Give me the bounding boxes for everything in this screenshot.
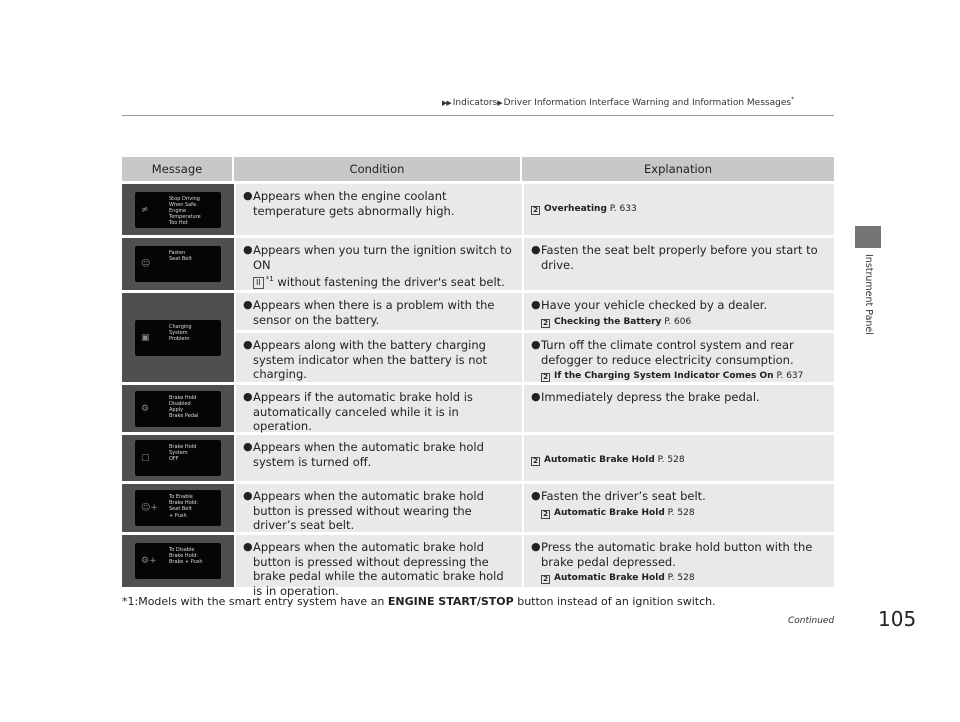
table-row xyxy=(122,184,834,235)
table-header xyxy=(122,157,834,181)
condition-cell: ● Appears if the automatic brake hold is automatically canceled while it is in operation. xyxy=(236,385,522,432)
condition-cell: ● Appears when you turn the ignition switch to ON II $^{*1}$ without fastening the driver's seat belt. xyxy=(236,238,522,290)
bullet-icon: ● xyxy=(243,243,253,256)
messages-table xyxy=(122,157,834,598)
continued-label: Continued xyxy=(788,616,835,626)
display-screen: ▢ Brake Hold System OFF xyxy=(135,440,221,476)
bullet-icon: ● xyxy=(243,390,253,403)
display-screen: ⚙+ To Disable Brake Hold: Brake + Push xyxy=(135,543,221,579)
display-screen: ▣ Charging System Problem xyxy=(135,320,221,356)
explanation-cell: ● Fasten the driver’s seat belt. 2 Automatic Brake Hold P. 528 xyxy=(524,484,834,532)
display-screen: ☺ Fasten Seat Belt xyxy=(135,246,221,282)
explanation-cell xyxy=(524,184,834,235)
bullet-icon: ● xyxy=(243,338,253,351)
condition-cell: ● Appears when the automatic brake hold button is pressed without wearing the driver’s seat belt. xyxy=(236,484,522,532)
reference-link[interactable]: 2 Automatic Brake Hold P. 528 xyxy=(541,571,828,586)
brake-hold-icon: ⚙ xyxy=(141,403,150,414)
condition-cell: ● Appears when the automatic brake hold button is pressed without depressing the brake pedal while the automatic brake hold is in operation. xyxy=(236,535,522,587)
footnote: *1:Models with the smart entry system have an ENGINE START/STOP button instead of an ignition switch. xyxy=(122,595,716,608)
explanation-cell xyxy=(524,435,834,481)
condition-cell: ● Appears when the automatic brake hold system is turned off. xyxy=(236,435,522,481)
display-screen: ☺+ To Enable Brake Hold: Seat Belt + Push xyxy=(135,490,221,526)
message-image xyxy=(122,293,234,382)
page-number: 105 xyxy=(878,607,917,631)
header-message: Message xyxy=(122,157,234,181)
reference-arrow-icon: 2 xyxy=(531,206,540,215)
table-row xyxy=(122,238,834,290)
reference-arrow-icon: 2 xyxy=(541,510,550,519)
bullet-icon: ● xyxy=(243,189,253,202)
seat-belt-plus-button-icon: ☺+ xyxy=(141,503,158,513)
explanation-cell: ● Fasten the seat belt properly before you start to drive. xyxy=(524,238,834,290)
brake-plus-button-icon: ⚙+ xyxy=(141,556,157,566)
battery-icon: ▣ xyxy=(141,332,150,343)
bullet-icon: ● xyxy=(531,390,541,403)
bullet-icon: ● xyxy=(531,243,541,256)
bullet-icon: ● xyxy=(243,440,253,453)
reference-arrow-icon: 2 xyxy=(541,575,550,584)
table-row xyxy=(122,484,834,532)
reference-link[interactable]: 2 Checking the Battery P. 606 xyxy=(541,315,828,330)
header-condition: Condition xyxy=(234,157,522,181)
bullet-icon: ● xyxy=(531,338,541,351)
reference-link[interactable]: 2 Automatic Brake Hold P. 528 xyxy=(531,453,828,468)
message-image xyxy=(122,184,234,235)
display-screen: ≠ Stop Driving When Safe. Engine Temperature Too Hot xyxy=(135,192,221,228)
explanation-cell: ● Immediately depress the brake pedal. xyxy=(524,385,834,432)
ignition-position-icon: II xyxy=(253,277,264,289)
bullet-icon: ● xyxy=(531,540,541,553)
reference-link[interactable]: 2 If the Charging System Indicator Comes On P. 637 xyxy=(541,369,828,384)
condition-cell: ● Appears along with the battery charging system indicator when the battery is not charging. xyxy=(236,333,522,382)
table-row xyxy=(122,435,834,481)
arrow-icon: ▶ xyxy=(497,99,502,107)
table-row xyxy=(122,293,834,382)
message-image xyxy=(122,484,234,532)
reference-arrow-icon: 2 xyxy=(541,373,550,382)
message-image xyxy=(122,238,234,290)
condition-cell: ● Appears when the engine coolant temperature gets abnormally high. xyxy=(236,184,522,235)
seat-belt-icon: ☺ xyxy=(141,259,151,269)
bullet-icon: ● xyxy=(243,489,253,502)
thermometer-icon: ≠ xyxy=(141,204,149,215)
reference-arrow-icon: 2 xyxy=(531,457,540,466)
condition-cell: ● Appears when there is a problem with the sensor on the battery. xyxy=(236,293,522,330)
bullet-icon: ● xyxy=(531,298,541,311)
bullet-icon: ● xyxy=(243,298,253,311)
breadcrumb-section[interactable]: Indicators xyxy=(452,98,498,108)
double-arrow-icon: ▶▶ xyxy=(442,99,451,107)
bullet-icon: ● xyxy=(531,489,541,502)
reference-arrow-icon: 2 xyxy=(541,319,550,328)
bullet-icon: ● xyxy=(243,540,253,553)
explanation-cell: ● Turn off the climate control system and rear defogger to reduce electricity consumption. 2 If the Charging System Indicator Comes On P. 637 xyxy=(524,333,834,382)
section-tab-marker xyxy=(855,226,881,248)
breadcrumb-topic[interactable]: Driver Information Interface Warning and Information Messages xyxy=(503,98,792,108)
breadcrumb xyxy=(442,96,794,108)
message-image xyxy=(122,385,234,432)
section-side-label: Instrument Panel xyxy=(863,254,874,335)
reference-link[interactable]: 2 Automatic Brake Hold P. 528 xyxy=(541,506,828,521)
header-divider xyxy=(122,115,834,116)
brake-hold-button-icon: ▢ xyxy=(141,453,150,463)
message-image xyxy=(122,435,234,481)
reference-link[interactable]: 2 Overheating P. 633 xyxy=(531,202,828,217)
message-image xyxy=(122,535,234,587)
table-row xyxy=(122,385,834,432)
table-row xyxy=(122,535,834,598)
explanation-cell: ● Have your vehicle checked by a dealer. 2 Checking the Battery P. 606 xyxy=(524,293,834,330)
breadcrumb-mark: * xyxy=(791,96,795,103)
display-screen: ⚙ Brake Hold Disabled Apply Brake Pedal xyxy=(135,391,221,427)
explanation-cell: ● Press the automatic brake hold button with the brake pedal depressed. 2 Automatic Brake Hold P. 528 xyxy=(524,535,834,587)
header-explanation: Explanation xyxy=(644,162,712,176)
